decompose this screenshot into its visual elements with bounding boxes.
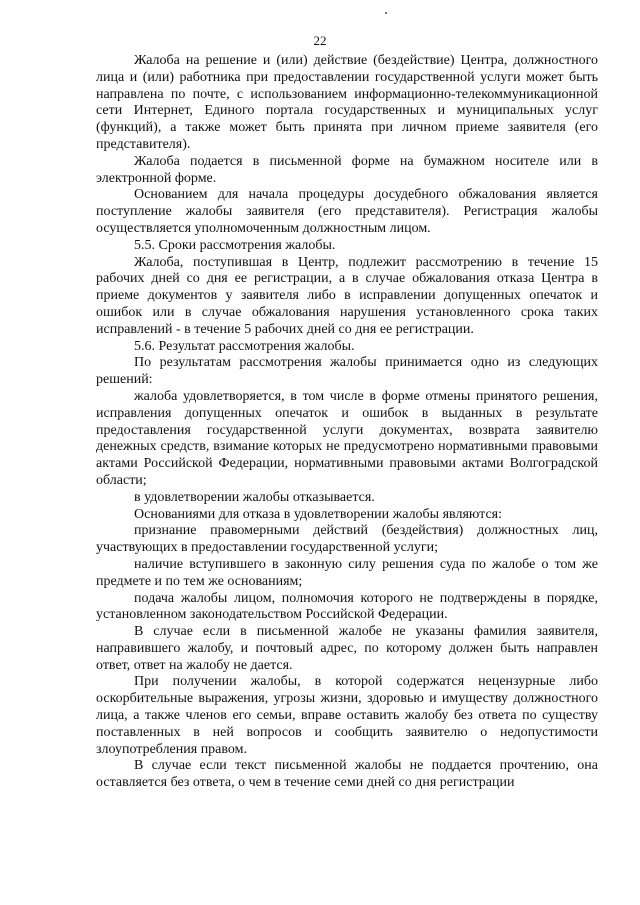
document-body (96, 53, 598, 792)
paragraph: Основаниями для отказа в удовлетворении жалобы являются: (134, 506, 502, 522)
paragraph: По результатам рассмотрения жалобы принимается одно из следующих решений: (96, 355, 598, 388)
section-heading: 5.5. Сроки рассмотрения жалобы. (134, 237, 336, 253)
list-item: в удовлетворении жалобы отказывается. (134, 489, 375, 505)
list-item: жалоба удовлетворяется, в том числе в форме отмены принятого решения, исправления допущенных опечаток и ошибок в выданных в результате предоставления государственной услуги документах, возврата заявителю денежных средств, взимание которых не предусмотрено нормативными правовыми актами Российской Федерации, нормативными правовыми актами Волгоградской области; (96, 388, 598, 488)
paragraph: В случае если в письменной жалобе не указаны фамилия заявителя, направившего жалобу, и почтовый адрес, по которому должен быть направлен ответ, ответ на жалобу не дается. (96, 624, 598, 673)
page-number: 22 (313, 33, 327, 48)
paragraph: Жалоба на решение и (или) действие (бездействие) Центра, должностного лица и (или) работника при предоставлении государственной услуги может быть направлена по почте, с использованием информационно-телекоммуникационной сети Интернет, Единого портала государственных и муниципальных услуг (функций), а также может быть принята при личном приеме заявителя (его представителя). (96, 53, 598, 152)
paragraph: При получении жалобы, в которой содержатся нецензурные либо оскорбительные выражения, угрозы жизни, здоровью и имуществу должностного лица, а также членов его семьи, вправе оставить жалобу без ответа по существу поставленных в ней вопросов и сообщить заявителю о недопустимости злоупотребления правом. (96, 674, 598, 757)
list-item: подача жалобы лицом, полномочия которого не подтверждены в порядке, установленном законодательством Российской Федерации. (96, 590, 598, 623)
scan-speck (385, 12, 387, 14)
section-heading: 5.6. Результат рассмотрения жалобы. (134, 338, 355, 354)
list-item: признание правомерными действий (бездействия) должностных лиц, участвующих в предоставлении государственной услуги; (96, 523, 598, 556)
paragraph: В случае если текст письменной жалобы не поддается прочтению, она оставляется без ответа, о чем в течение семи дней со дня регистрации (96, 758, 598, 791)
paragraph: Жалоба подается в письменной форме на бумажном носителе или в электронной форме. (96, 153, 598, 186)
list-item: наличие вступившего в законную силу решения суда по жалобе о том же предмете и по тем же основаниям; (96, 556, 598, 589)
paragraph: Жалоба, поступившая в Центр, подлежит рассмотрению в течение 15 рабочих дней со дня ее регистрации, а в случае обжалования отказа Центра в приеме документов у заявителя либо в исправлении допущенных опечаток и ошибок или в случае обжалования нарушения установленного срока таких исправлений - в течение 5 рабочих дней со дня ее регистрации. (96, 254, 598, 337)
paragraph: Основанием для начала процедуры досудебного обжалования является поступление жалобы заявителя (его представителя). Регистрация жалобы осуществляется уполномоченным должностным лицом. (96, 187, 598, 236)
